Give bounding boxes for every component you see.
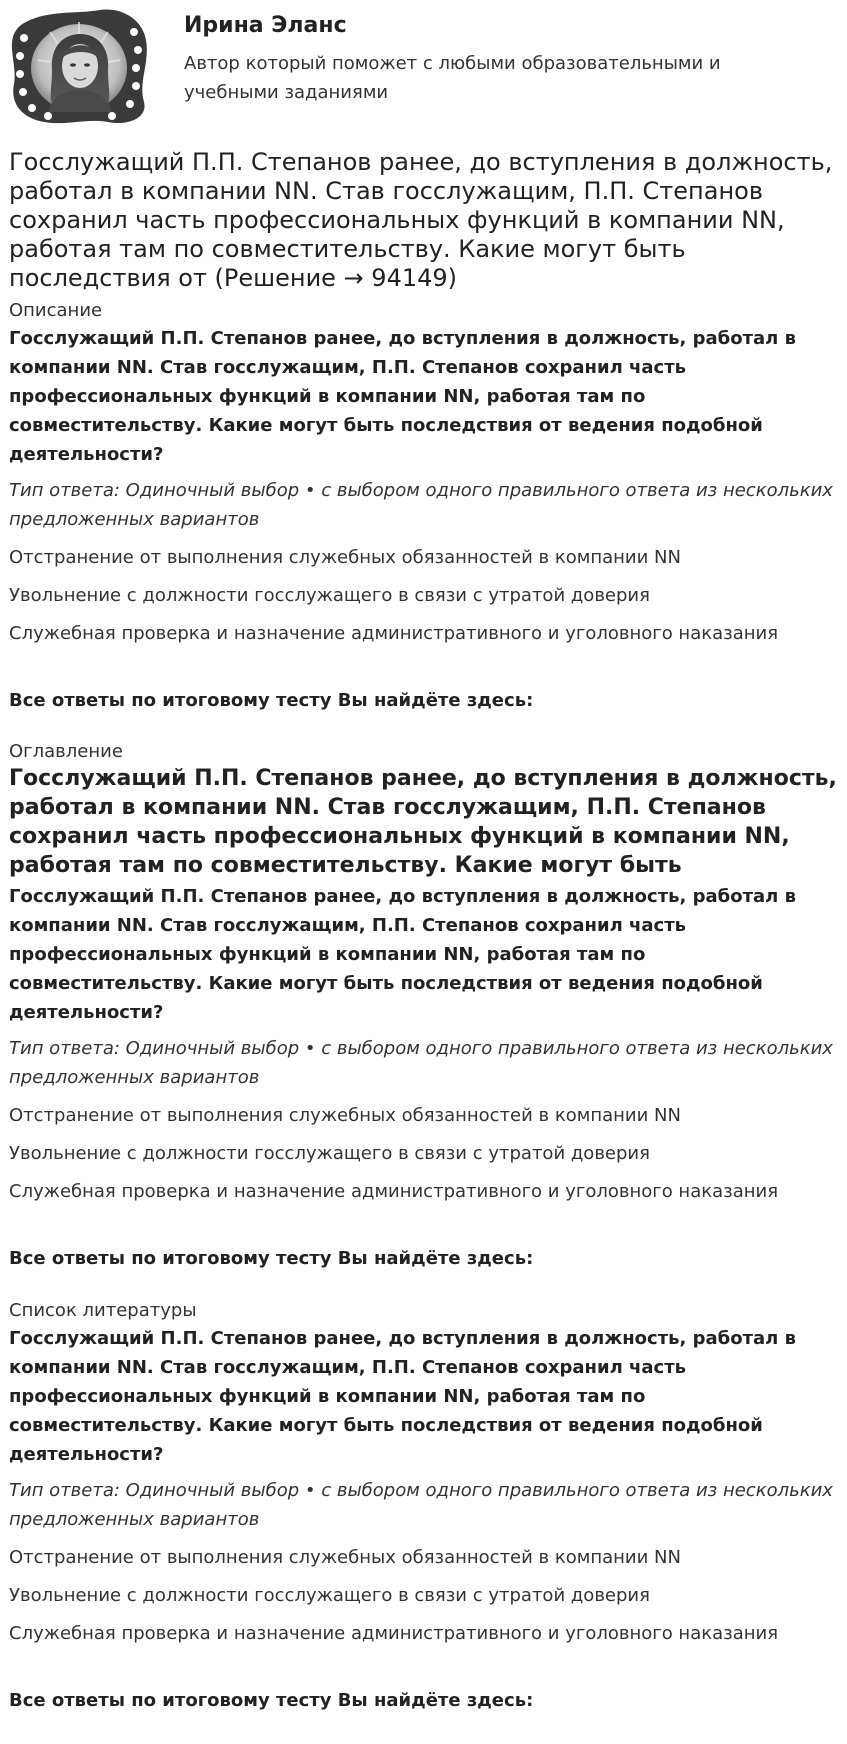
answer-option: Увольнение с должности госслужащего в связи с утратой доверия (9, 1143, 650, 1164)
answer-option: Увольнение с должности госслужащего в связи с утратой доверия (9, 585, 650, 606)
question-text: Госслужащий П.П. Степанов ранее, до вступления в должность, работал в компании NN. Став госслужащим, П.П. Степанов сохранил часть профессиональных функций в компании NN, работая там по совместительству. Какие могут быть последствия от ведения подобной деятельности? (9, 886, 797, 1023)
author-card (8, 8, 838, 126)
all-answers-link[interactable]: Все ответы по итоговому тесту Вы найдёте здесь: (9, 1248, 534, 1269)
answer-option: Увольнение с должности госслужащего в связи с утратой доверия (9, 1585, 650, 1606)
answer-option: Отстранение от выполнения служебных обязанностей в компании NN (9, 547, 681, 568)
answer-option: Служебная проверка и назначение административного и уголовного наказания (9, 1181, 779, 1202)
answer-option: Отстранение от выполнения служебных обязанностей в компании NN (9, 1547, 681, 1568)
section-label: Список литературы (9, 1300, 197, 1321)
question-text: Госслужащий П.П. Степанов ранее, до вступления в должность, работал в компании NN. Став госслужащим, П.П. Степанов сохранил часть профессиональных функций в компании NN, работая там по совместительству. Какие могут быть последствия от ведения подобной деятельности? (9, 1328, 797, 1465)
section-label: Описание (9, 300, 103, 321)
answer-type: Тип ответа: Одиночный выбор • с выбором одного правильного ответа из нескольких предложенных вариантов (9, 1038, 833, 1088)
question-text: Госслужащий П.П. Степанов ранее, до вступления в должность, работал в компании NN. Став госслужащим, П.П. Степанов сохранил часть профессиональных функций в компании NN, работая там по совместительству. Какие могут быть последствия от ведения подобной деятельности? (9, 328, 797, 465)
section-label: Оглавление (9, 741, 123, 762)
section-contents (9, 741, 839, 1273)
author-description: Автор который поможет с любыми образовательными и учебными заданиями (184, 53, 721, 103)
all-answers-link[interactable]: Все ответы по итоговому тесту Вы найдёте здесь: (9, 1690, 534, 1711)
section-heading: Госслужащий П.П. Степанов ранее, до вступления в должность, работал в компании NN. Став госслужащим, П.П. Степанов сохранил часть профессиональных функций в компании NN, работая там по совместительству. Какие могут быть (9, 766, 837, 878)
page-title: Госслужащий П.П. Степанов ранее, до вступления в должность, работал в компании NN. Став госслужащим, П.П. Степанов сохранил часть профессиональных функций в компании NN, работая там по совместительству. Какие могут быть последствия от (Решение → 94149) (9, 148, 833, 292)
author-name[interactable]: Ирина Эланс (184, 13, 347, 38)
answer-option: Служебная проверка и назначение административного и уголовного наказания (9, 1623, 779, 1644)
answer-option: Служебная проверка и назначение административного и уголовного наказания (9, 623, 779, 644)
section-description (9, 300, 839, 715)
all-answers-link[interactable]: Все ответы по итоговому тесту Вы найдёте здесь: (9, 690, 534, 711)
answer-option: Отстранение от выполнения служебных обязанностей в компании NN (9, 1105, 681, 1126)
answer-type: Тип ответа: Одиночный выбор • с выбором одного правильного ответа из нескольких предложенных вариантов (9, 480, 833, 530)
answer-type: Тип ответа: Одиночный выбор • с выбором одного правильного ответа из нескольких предложенных вариантов (9, 1480, 833, 1530)
section-references (9, 1300, 839, 1715)
author-avatar-photo (8, 8, 150, 126)
